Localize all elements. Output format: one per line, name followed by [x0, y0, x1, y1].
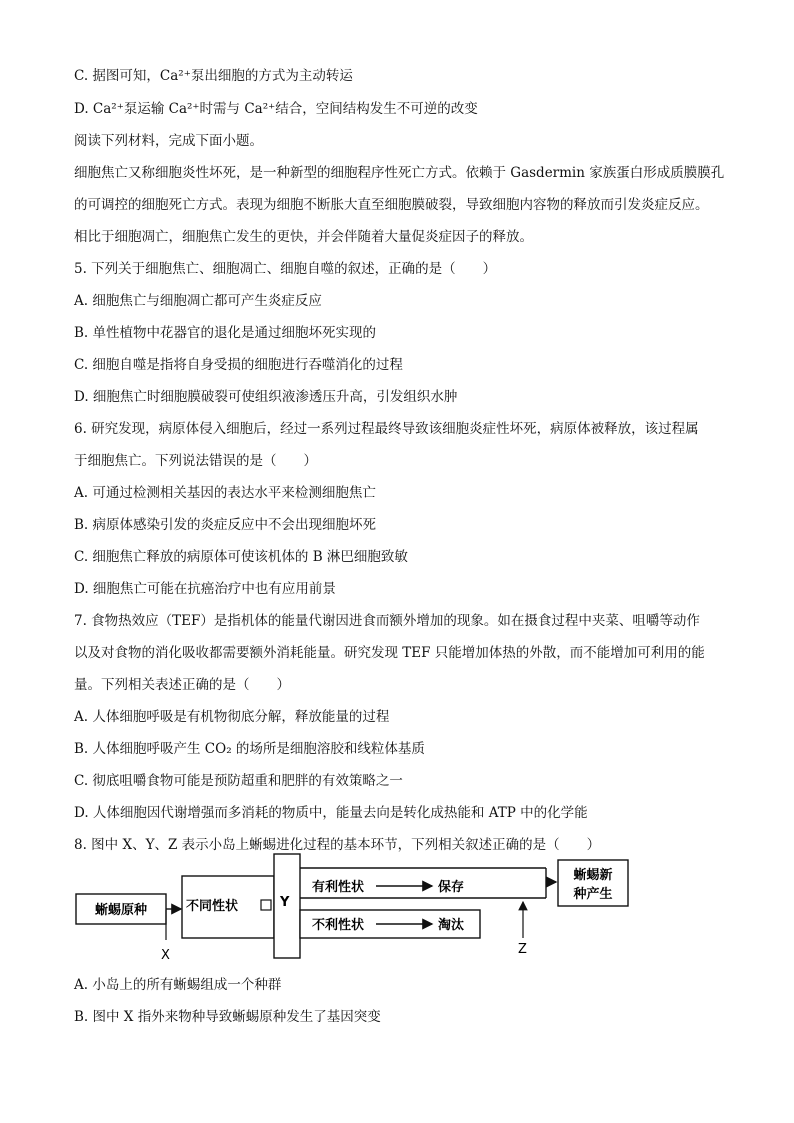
original-species-label: 蜥蜴原种	[94, 903, 148, 918]
question-6-option-b: B. 病原体感染引发的炎症反应中不会出现细胞坏死	[74, 517, 377, 533]
question-7-option-c: C. 彻底咀嚼食物可能是预防超重和肥胖的有效策略之一	[74, 773, 403, 789]
question-5-option-d: D. 细胞焦亡时细胞膜破裂可使组织液渗透压升高，引发组织水肿	[74, 389, 458, 405]
unfavorable-traits-label: 不利性状	[312, 918, 365, 933]
question-8-option-b: B. 图中 X 指外来物种导致蜥蜴原种发生了基因突变	[74, 1009, 381, 1025]
z-label: Z	[518, 942, 527, 957]
question-8-stem: 8. 图中 X、Y、Z 表示小岛上蜥蜴进化过程的基本环节，下列相关叙述正确的是（ ）	[74, 837, 601, 853]
traits-connector-small-box	[261, 900, 271, 910]
question-6-option-d: D. 细胞焦亡可能在抗癌治疗中也有应用前景	[74, 581, 336, 597]
new-species-label-2: 种产生	[573, 887, 613, 902]
question-5-stem: 5. 下列关于细胞焦亡、细胞凋亡、细胞自噬的叙述，正确的是（ ）	[74, 261, 497, 277]
different-traits-label: 不同性状	[186, 899, 239, 914]
material-line-3: 相比于细胞凋亡，细胞焦亡发生的更快，并会伴随着大量促炎症因子的释放。	[74, 229, 533, 245]
y-label: Y	[280, 895, 290, 910]
question-7-option-b: B. 人体细胞呼吸产生 CO₂ 的场所是细胞溶胶和线粒体基质	[74, 741, 425, 757]
question-6-stem-1: 6. 研究发现，病原体侵入细胞后，经过一系列过程最终导致该细胞炎症性坏死，病原体被释放，该过程属	[74, 421, 699, 437]
question-6-option-c: C. 细胞焦亡释放的病原体可使该机体的 B 淋巴细胞致敏	[74, 549, 408, 565]
question-7-stem-2: 以及对食物的消化吸收都需要额外消耗能量。研究发现 TEF 只能增加体热的外散，而不能增加可利用的能	[74, 645, 705, 661]
question-8-option-a: A. 小岛上的所有蜥蜴组成一个种群	[74, 977, 282, 993]
question-7-option-a: A. 人体细胞呼吸是有机物彻底分解，释放能量的过程	[74, 709, 390, 725]
question-6-option-a: A. 可通过检测相关基因的表达水平来检测细胞焦亡	[74, 485, 376, 501]
question-5-option-c: C. 细胞自噬是指将自身受损的细胞进行吞噬消化的过程	[74, 357, 403, 373]
x-label: X	[161, 948, 170, 963]
new-species-label-1: 蜥蜴新	[573, 868, 613, 883]
question-7-stem-1: 7. 食物热效应（TEF）是指机体的能量代谢因进食而额外增加的现象。如在摄食过程中夹菜、咀嚼等动作	[74, 613, 700, 629]
favorable-traits-label: 有利性状	[312, 880, 365, 895]
question-7-stem-3: 量。下列相关表述正确的是（ ）	[74, 677, 290, 693]
option-c-previous: C. 据图可知，Ca²⁺泵出细胞的方式为主动转运	[74, 68, 353, 84]
material-line-2: 的可调控的细胞死亡方式。表现为细胞不断胀大直至细胞膜破裂，导致细胞内容物的释放而引发炎症反应。	[74, 197, 709, 213]
preserve-label: 保存	[438, 880, 465, 895]
question-7-option-d: D. 人体细胞因代谢增强而多消耗的物质中，能量去向是转化成热能和 ATP 中的化学能	[74, 805, 588, 821]
reading-instruction: 阅读下列材料，完成下面小题。	[74, 133, 263, 149]
option-d-previous: D. Ca²⁺泵运输 Ca²⁺时需与 Ca²⁺结合，空间结构发生不可逆的改变	[74, 101, 478, 117]
material-line-1: 细胞焦亡又称细胞炎性坏死，是一种新型的细胞程序性死亡方式。依赖于 Gasdermin 家族蛋白形成质膜膜孔	[74, 165, 725, 181]
question-5-option-a: A. 细胞焦亡与细胞凋亡都可产生炎症反应	[74, 293, 322, 309]
evolution-diagram	[74, 850, 634, 965]
question-6-stem-2: 于细胞焦亡。下列说法错误的是（ ）	[74, 453, 317, 469]
question-5-option-b: B. 单性植物中花器官的退化是通过细胞坏死实现的	[74, 325, 377, 341]
eliminate-label: 淘汰	[438, 918, 465, 933]
